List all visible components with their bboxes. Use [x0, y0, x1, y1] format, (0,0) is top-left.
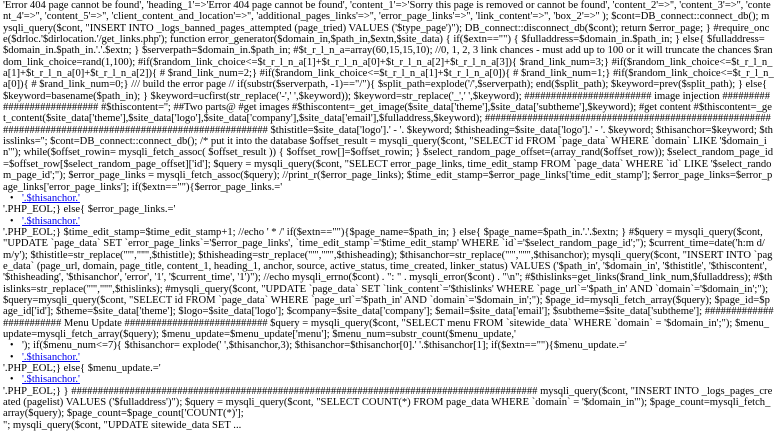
anchor-link[interactable]: '.$thisanchor.': [22, 351, 80, 363]
link-list-1: [3, 193, 774, 204]
link-list-2: [3, 216, 774, 227]
code-text-block-3: '.PHP_EOL;} } ######################################################################################## mysqli_query($cont, "INSERT INTO _logs_pages_created (pagelist) VALUES ('$fulladdress')"); $query = mysqli_query($cont, "SELECT COUNT(*) FROM page_data WHERE `domain` = '$domain_in'"); $page_count=mysqli_fetch_array($query); $page_count=$page_count['COUNT(*)'];: [3, 385, 773, 420]
anchor-link[interactable]: '.$thisanchor.': [22, 192, 80, 204]
anchor-link[interactable]: '.$thisanchor.': [22, 215, 80, 227]
list-item: [22, 193, 774, 204]
code-text-block-1: 'Error 404 page cannot be found', 'heading_1'=>'Error 404 page cannot be found', 'content_1'=>'Sorry this page is removed or cannot be found', 'content_2'=>'', 'content_3'=>'', 'content_4'=>'', 'content_5'=>'', 'client_content_and_location'=>'', 'additional_pages_links'=>'', 'error_page_links'=>'', 'link_content'=>'', 'box_2'=>'' ); $cont=DB_connect::connect_db(); mysqli_query($cont, "INSERT INTO _logs_banned_pages_attempted (page_tried) VALUES ('$type_page')"); DB_connect::disconnect_db($cont); return $error_page; } #require_once($drloc.'$dirlocation.'/get_links.php'); function error_generator($domain_in,$path_in,$extn,$site_data) { if($extn=="") { $fulladdress=$domain_in.$path_in; } else{ $fulladdress=$domain_in.$path_in.'.'.$extn; } $serverpath=$domain_in.$path_in; #$t_r_l_n_a=array(60,15,15,10); //0, 1, 2, 3 link chances - must add up to 100 or it will truncate the chances $random_link_choice=rand(1,100); #if($random_link_choice<=$t_r_l_n_a[1]+$t_r_l_n_a[0]+$t_r_l_n_a[2]+$t_r_l_n_a[3]){ $rand_link_num=3;} #if($random_link_choice<=$t_r_l_n_a[1]+$t_r_l_n_a[0]+$t_r_l_n_a[2]){ # $rand_link_num=2;} #if($random_link_choice<=$t_r_l_n_a[1]+$t_r_l_n_a[0]){ # $rand_link_num=1;} #if($random_link_choice<=$t_r_l_n_a[0]){ # $rand_link_num=0;} /// build the error page // if(substr($serverpath, -1)=="/"){ $split_path=explode('/',$serverpath); end($split_path); $keyword=prev($split_path); } else{ $keyword=basename($path_in); } $keyword=ucfirst(str_replace('-',' ',$keyword)); $keyword=str_replace('_',' ',$keyword); ######################## image injection ########################### #$thiscontent=''; ##Two parts@ #get images #$thiscontent=_get_image($site_data['theme'],$site_data['subtheme'],$keyword); #get content #$thiscontent=_get_content($site_data['theme'],$site_data['logo'],$site_data['company'],$site_data['email'],$fulladdress,$keyword); ######################################################################################################## $thistitle=$site_data['logo'].' - '. $keyword; $thisheading=$site_data['logo'].' - '. $keyword; $thisanchor=$keyword; $thisslinks=''; $cont=DB_connect::connect_db(); /* put it into the database $offset_result = mysqli_query($cont, "SELECT id FROM `page_data` WHERE `domain` LIKE '$domain_in'"); while($offset_rowin= mysqli_fetch_assoc( $offset_result )) { $offset_row[]=$offset_rowin; } $select_random_page_offset=(array_rand($offset_row)); $select_random_page_id=$offset_row[$select_random_page_offset]['id']; $query = mysqli_query($cont, "SELECT error_page_links, time_edit_stamp FROM `page_data` WHERE `id` LIKE '$select_random_page_id';"); $error_page_links = mysqli_fetch_assoc($query); //print_r($error_page_links); $time_edit_stamp=$error_page_links['time_edit_stamp']; $error_page_links=$error_page_links['error_page_links']; if($extn==""){$error_page_links.=': [3, 0, 774, 193]
code-text-block-2: '.PHP_EOL;} $time_edit_stamp=$time_edit_stamp+1; //echo ' * /' if($extn==""){$page_name=$path_in; } else{ $page_name=$path_in.'.'.$extn; } #$query = mysqli_query($cont, "UPDATE `page_data` SET `error_page_links`='$error_page_links', `time_edit_stamp`='$time_edit_stamp' WHERE `id`='$select_random_page_id';"); $current_time=date('h:m d/m/y'); $thistitle=str_replace("'","''",$thistitle); $thisheading=str_replace("'","''",$thisheading); $thisanchor=str_replace("'","''",$thisanchor); mysqli_query($cont, "INSERT INTO `page_data` (page_url, domain, page_title, content_1, heading_1, anchor, source, active_status, time_created, linker_status) VALUES ('$path_in', '$domain_in', '$thistitle', '$thiscontent', '$thisheading', '$thisanchor', 'error', '1', '$current_time', '1')"); //echo mysqli_errno($cont) . ": " . mysqli_error($cont) . "\n"; #$thislinks=get_links($rand_link_num,$fulladdress); #$thislinks=str_replace("'","''",$thislinks); #mysqli_query($cont, "UPDATE `page_data` SET `link_content`='$thislinks' WHERE `page_url`='$path_in' AND `domain`='$domain_in';"); $query=mysqli_query($cont, "SELECT id FROM `page_data` WHERE `page_url`='$path_in' AND `domain`='$domain_in';"); $page_id=mysqli_fetch_array($query); $page_id=$page_id['id']; $theme=$site_data['theme']; $logo=$site_data['logo']; $company=$site_data['company']; $email=$site_data['email']; $subtheme=$site_data['subtheme']; ######################## Menu Update ########################### $query = mysqli_query($cont, "SELECT menu FROM `sitewide_data` WHERE `domain` = '$domain_in';"); $menu_update=mysqli_fetch_array($query); $menu_update=$menu_update['menu']; $menu_num=substr_count($menu_update,': [3, 226, 774, 340]
list-item-text: '); if($menu_num<=7){ $thisanchor= explode(' ',$thisanchor,3); $thisanchor=$thisanchor[0].' '.$thisanchor[1]; if($extn==""){$menu_update.=': [22, 340, 627, 352]
code-text-block-3-tail: "; mysqli_query($cont, "UPDATE sitewide_data SET ...: [3, 419, 242, 431]
link-list-4: [3, 374, 774, 385]
code-text-after-link-3: '.PHP_EOL;} else{ $menu_update.=': [3, 363, 161, 374]
anchor-link[interactable]: '.$thisanchor.': [22, 374, 80, 386]
list-item: [22, 374, 774, 385]
link-list-3: [3, 340, 774, 363]
code-text-after-link-1: '.PHP_EOL;} else{ $error_page_links.=': [3, 204, 176, 216]
list-item: [22, 340, 774, 351]
list-item: [22, 352, 774, 363]
list-item: [22, 216, 774, 227]
